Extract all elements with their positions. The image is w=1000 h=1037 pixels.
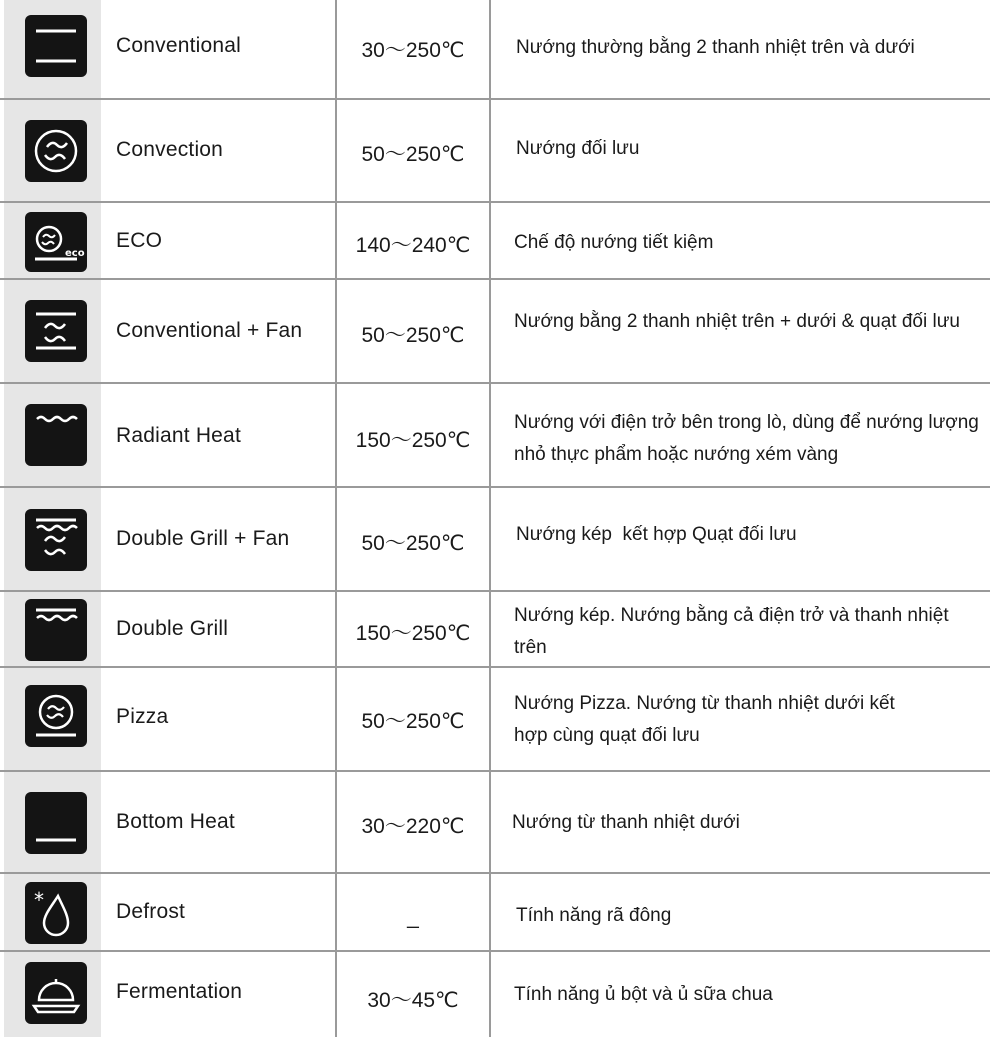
mode-name: Pizza — [116, 705, 169, 728]
fermentation-icon — [25, 962, 87, 1024]
mode-description: Chế độ nướng tiết kiệm — [514, 232, 714, 253]
bottom-heat-icon — [25, 792, 87, 854]
icon-cell — [4, 0, 101, 100]
table-row — [0, 952, 1000, 1037]
mode-description: Nướng đối lưu — [516, 138, 640, 159]
table-row — [0, 280, 1000, 384]
icon-cell — [4, 280, 101, 384]
temperature-range: 50～250℃ — [361, 324, 465, 347]
temperature-range: 150～250℃ — [355, 429, 471, 452]
icon-cell — [4, 952, 101, 1037]
icon-cell — [4, 668, 101, 772]
column-divider — [335, 0, 337, 1037]
double-grill-fan-icon — [25, 509, 87, 571]
mode-name: Conventional — [116, 34, 241, 57]
icon-cell — [4, 488, 101, 592]
mode-description: Nướng thường bằng 2 thanh nhiệt trên và dưới — [516, 37, 915, 58]
mode-description: Nướng với điện trở bên trong lò, dùng để nướng lượng nhỏ thực phẩm hoặc nướng xém vàng — [514, 412, 979, 465]
conventional-icon — [25, 15, 87, 77]
mode-description: Nướng bằng 2 thanh nhiệt trên + dưới & quạt đối lưu — [514, 311, 960, 332]
convection-fan-icon — [25, 120, 87, 182]
table-row — [0, 592, 1000, 668]
mode-description: Nướng từ thanh nhiệt dưới — [512, 812, 740, 833]
temperature-range: 50～250℃ — [361, 532, 465, 555]
double-grill-icon — [25, 599, 87, 661]
column-divider — [489, 0, 491, 1037]
conventional-fan-icon — [25, 300, 87, 362]
icon-cell — [4, 100, 101, 203]
mode-description: Tính năng rã đông — [516, 905, 672, 926]
mode-description: Nướng kép kết hợp Quạt đối lưu — [516, 524, 797, 545]
mode-name: Radiant Heat — [116, 424, 241, 447]
temperature-range: 30～220℃ — [361, 815, 465, 838]
temperature-range: 30～45℃ — [367, 989, 459, 1012]
table-row — [0, 0, 1000, 100]
mode-name: Bottom Heat — [116, 810, 235, 833]
temperature-range: 50～250℃ — [361, 710, 465, 733]
mode-description: Nướng Pizza. Nướng từ thanh nhiệt dưới kết hợp cùng quạt đối lưu — [514, 693, 895, 746]
temperature-range: 150～250℃ — [355, 622, 471, 645]
mode-name: Convection — [116, 138, 224, 161]
icon-cell — [4, 384, 101, 488]
table-row — [0, 100, 1000, 203]
mode-name: Fermentation — [116, 980, 243, 1003]
mode-name: Conventional + Fan — [116, 319, 303, 342]
icon-cell — [4, 592, 101, 668]
icon-cell — [4, 772, 101, 874]
mode-description: Tính năng ủ bột và ủ sữa chua — [514, 984, 773, 1005]
pizza-icon — [25, 685, 87, 747]
mode-description: Nướng kép. Nướng bằng cả điện trở và thanh nhiệt trên — [514, 605, 949, 658]
defrost-icon — [25, 882, 87, 944]
temperature-range: 30～250℃ — [361, 39, 465, 62]
svg-text:*: * — [34, 888, 44, 912]
table-row — [0, 668, 1000, 772]
table-row — [0, 384, 1000, 488]
table-row — [0, 203, 1000, 280]
table-row — [0, 772, 1000, 874]
icon-cell — [4, 203, 101, 280]
eco-label: eco — [65, 248, 85, 259]
mode-name: Defrost — [116, 900, 186, 923]
icon-cell — [4, 874, 101, 952]
eco-fan-icon — [25, 212, 87, 272]
radiant-heat-icon — [25, 404, 87, 466]
temperature-range: 140～240℃ — [355, 234, 471, 257]
mode-name: ECO — [116, 229, 163, 252]
temperature-range: _ — [407, 906, 419, 929]
temperature-range: 50～250℃ — [361, 143, 465, 166]
table-row — [0, 874, 1000, 952]
table-row — [0, 488, 1000, 592]
mode-name: Double Grill — [116, 617, 229, 640]
mode-name: Double Grill + Fan — [116, 527, 290, 550]
